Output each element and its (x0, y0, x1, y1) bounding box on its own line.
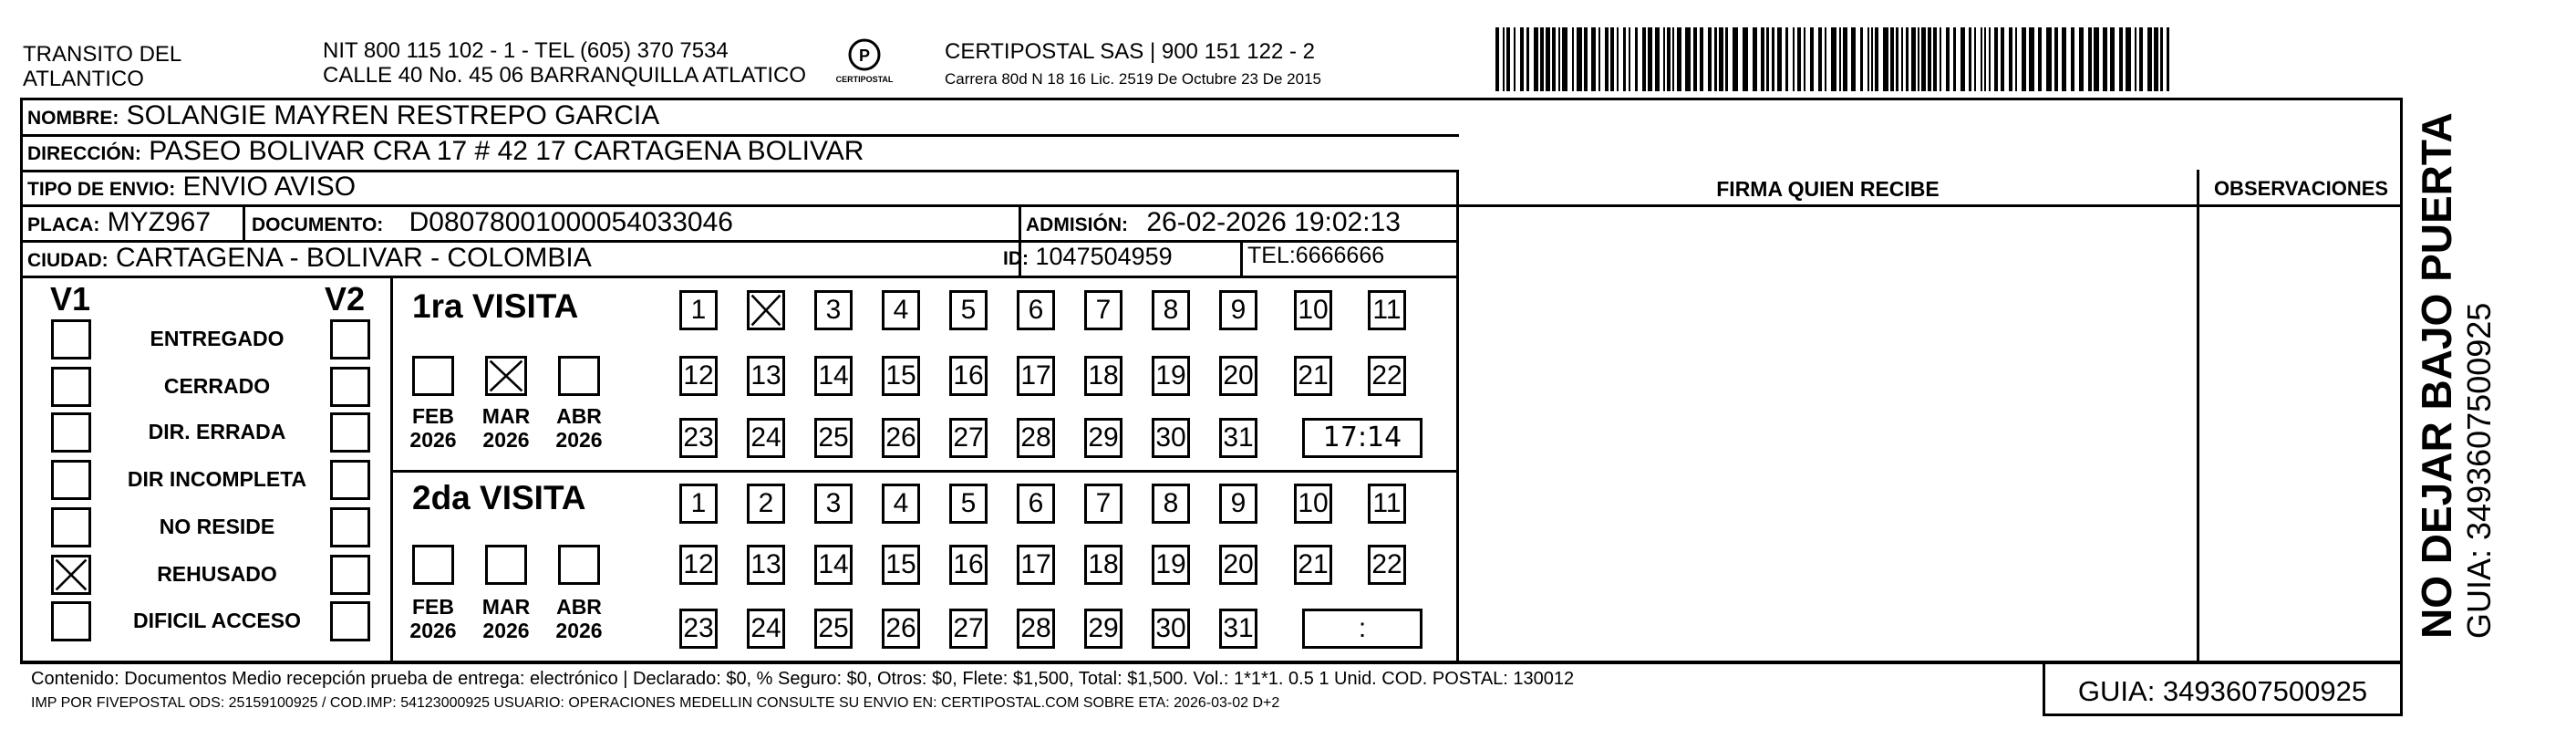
direccion-label: DIRECCIÓN: (27, 143, 141, 164)
month-name: FEB (412, 404, 454, 428)
status-label: DIFICIL ACCESO (132, 609, 301, 632)
month-checkbox-abr[interactable] (558, 356, 600, 396)
day-number: 25 (818, 422, 849, 453)
day-number: 10 (1298, 295, 1329, 325)
day-box[interactable] (1219, 290, 1257, 330)
day-box[interactable] (882, 609, 920, 649)
day-number: 26 (885, 613, 916, 643)
day-number: 30 (1155, 613, 1186, 643)
day-box[interactable] (679, 418, 718, 458)
day-number: 26 (885, 422, 916, 453)
day-box[interactable] (882, 418, 920, 458)
day-box[interactable] (1219, 418, 1257, 458)
day-box[interactable] (1294, 484, 1332, 524)
placa-value: MYZ967 (107, 207, 212, 237)
day-number: 28 (1020, 613, 1051, 643)
day-box[interactable] (1152, 418, 1190, 458)
day-number: 3 (825, 295, 842, 325)
documento-label: DOCUMENTO: (252, 214, 384, 235)
day-number: 17 (1020, 549, 1051, 579)
day-number: 29 (1088, 613, 1119, 643)
day-number: 25 (818, 613, 849, 643)
day-box[interactable] (882, 484, 920, 524)
day-number: 20 (1223, 549, 1254, 579)
org-name (23, 42, 181, 91)
day-box[interactable] (1017, 545, 1055, 585)
month-label (401, 404, 465, 452)
day-number: 24 (750, 613, 781, 643)
day-number: 1 (690, 488, 707, 518)
day-number: 28 (1020, 422, 1051, 453)
v1-header: V1 (50, 280, 91, 318)
month-checkbox-feb[interactable] (412, 356, 454, 396)
day-number: 19 (1155, 549, 1186, 579)
day-number: 31 (1223, 613, 1254, 643)
month-name: ABR (556, 595, 602, 619)
day-number: 15 (885, 360, 916, 391)
day-number: 7 (1095, 295, 1112, 325)
day-box[interactable] (1219, 356, 1257, 396)
day-number: 17 (1020, 360, 1051, 391)
observaciones-header: OBSERVACIONES (2213, 177, 2389, 200)
divider (243, 204, 245, 242)
month-name: MAR (481, 404, 531, 428)
day-box[interactable] (949, 609, 988, 649)
day-box[interactable] (679, 484, 718, 524)
day-number: 18 (1088, 549, 1119, 579)
month-year: 2026 (409, 619, 457, 642)
month-year: 2026 (409, 428, 457, 452)
status-label: CERRADO (163, 374, 271, 398)
status-label: NO RESIDE (159, 515, 275, 538)
svg-text:P: P (858, 47, 871, 65)
day-number: 12 (683, 360, 714, 391)
license-line: Carrera 80d N 18 16 Lic. 2519 De Octubre 23 De 2015 (945, 70, 1321, 88)
address-line: CALLE 40 No. 45 06 BARRANQUILLA ATLATICO (323, 63, 807, 88)
day-number: 31 (1223, 422, 1254, 453)
day-box[interactable] (1152, 484, 1190, 524)
admision-field (1026, 207, 1401, 238)
month-year: 2026 (555, 428, 603, 452)
footer-guia: GUIA: 3493607500925 (2077, 675, 2368, 707)
divider (2197, 170, 2199, 663)
day-number: 4 (893, 488, 909, 518)
day-number: 6 (1028, 488, 1044, 518)
divider (1240, 240, 1243, 277)
month-checkbox-abr[interactable] (558, 545, 600, 585)
day-number: 11 (1372, 488, 1402, 518)
day-box[interactable] (1368, 356, 1406, 396)
company-info (945, 38, 1321, 93)
day-number: 16 (953, 549, 984, 579)
day-number: 18 (1088, 360, 1119, 391)
tipo-envio-field (27, 172, 356, 203)
day-box[interactable] (747, 356, 785, 396)
day-box[interactable] (814, 418, 853, 458)
day-box[interactable] (679, 545, 718, 585)
day-box[interactable] (949, 290, 988, 330)
day-box[interactable] (1017, 484, 1055, 524)
day-box[interactable] (1368, 290, 1406, 330)
day-box[interactable] (1017, 290, 1055, 330)
ciudad-field (27, 243, 592, 274)
day-number: 11 (1372, 295, 1402, 325)
day-number: 8 (1163, 295, 1179, 325)
day-number: 14 (818, 549, 849, 579)
day-box[interactable] (949, 545, 988, 585)
direccion-value: PASEO BOLIVAR CRA 17 # 42 17 CARTAGENA BOLIVAR (149, 136, 864, 166)
month-checkbox-feb[interactable] (412, 545, 454, 585)
month-label (474, 595, 538, 642)
month-year: 2026 (482, 619, 530, 642)
day-box[interactable] (1294, 356, 1332, 396)
day-box[interactable] (882, 290, 920, 330)
v2-checkbox[interactable] (330, 367, 370, 407)
tel-label: TEL: (1247, 243, 1296, 268)
day-number: 6 (1028, 295, 1044, 325)
day-number: 3 (825, 488, 842, 518)
v2-checkbox[interactable] (330, 601, 370, 641)
v2-checkbox[interactable] (330, 412, 370, 453)
barcode (1495, 27, 2175, 91)
day-box[interactable] (1368, 484, 1406, 524)
day-number: 10 (1298, 488, 1329, 518)
day-number: 21 (1298, 549, 1329, 579)
ciudad-label: CIUDAD: (27, 250, 109, 271)
day-box[interactable] (949, 418, 988, 458)
day-number: 23 (683, 613, 714, 643)
day-number: 5 (960, 295, 977, 325)
ciudad-value: CARTAGENA - BOLIVAR - COLOMBIA (116, 243, 592, 273)
month-label (401, 595, 465, 642)
day-number: 12 (683, 549, 714, 579)
v2-checkbox[interactable] (330, 460, 370, 500)
day-box[interactable] (747, 484, 785, 524)
visit2-title: 2da VISITA (412, 479, 586, 516)
nombre-field (27, 100, 659, 131)
status-label: ENTREGADO (150, 327, 284, 350)
day-box[interactable] (949, 484, 988, 524)
day-box[interactable] (679, 290, 718, 330)
day-number: 9 (1230, 295, 1247, 325)
placa-field (27, 207, 211, 238)
month-year: 2026 (555, 619, 603, 642)
day-box[interactable] (1084, 484, 1122, 524)
day-box[interactable] (1084, 609, 1122, 649)
day-box[interactable] (1294, 545, 1332, 585)
day-box[interactable] (814, 356, 853, 396)
day-box[interactable] (1017, 356, 1055, 396)
visit1-time: 17:14 (1322, 422, 1402, 453)
side-text (2412, 73, 2521, 639)
day-box[interactable] (679, 609, 718, 649)
day-box[interactable] (1152, 356, 1190, 396)
admision-label: ADMISIÓN: (1026, 214, 1128, 235)
day-box[interactable] (1152, 290, 1190, 330)
day-box[interactable] (1219, 545, 1257, 585)
day-number: 13 (750, 549, 781, 579)
day-box[interactable] (1017, 609, 1055, 649)
day-number: 16 (953, 360, 984, 391)
direccion-field (27, 136, 864, 167)
tipo-envio-value: ENVIO AVISO (182, 172, 357, 202)
day-box[interactable] (747, 418, 785, 458)
certipostal-logo (828, 35, 901, 89)
day-number: 27 (953, 613, 984, 643)
day-number: 2 (758, 488, 774, 518)
v2-checkbox[interactable] (330, 555, 370, 595)
day-box[interactable] (747, 545, 785, 585)
day-box[interactable] (747, 609, 785, 649)
visit2-time: : (1358, 613, 1367, 643)
day-number: 4 (893, 295, 909, 325)
nombre-value: SOLANGIE MAYREN RESTREPO GARCIA (126, 100, 660, 130)
day-box[interactable] (747, 290, 785, 330)
status-label: DIR INCOMPLETA (127, 467, 307, 491)
day-box[interactable] (1368, 545, 1406, 585)
day-number: 21 (1298, 360, 1329, 391)
day-box[interactable] (882, 356, 920, 396)
day-box[interactable] (882, 545, 920, 585)
day-box[interactable] (814, 290, 853, 330)
logo-text: CERTIPOSTAL (835, 75, 894, 84)
day-box[interactable] (1152, 609, 1190, 649)
tel-value: 6666666 (1295, 243, 1385, 268)
day-number: 1 (690, 295, 707, 325)
day-number: 22 (1371, 549, 1402, 579)
day-number: 15 (885, 549, 916, 579)
day-number: 13 (750, 360, 781, 391)
nit-line: NIT 800 115 102 - 1 - TEL (605) 370 7534 (323, 38, 729, 63)
nombre-label: NOMBRE: (27, 108, 119, 129)
day-number: 7 (1095, 488, 1112, 518)
visit1-title: 1ra VISITA (412, 287, 579, 325)
month-year: 2026 (482, 428, 530, 452)
documento-value: D08078001000054033046 (409, 207, 733, 237)
v2-checkbox[interactable] (330, 319, 370, 359)
day-box[interactable] (679, 356, 718, 396)
admision-value: 26-02-2026 19:02:13 (1146, 207, 1401, 237)
footer-imp: IMP POR FIVEPOSTAL ODS: 25159100925 / COD.IMP: 54123000925 USUARIO: OPERACIONES MEDELLIN CONSULTE SU ENVIO EN: CERTIPOSTAL.COM SOBRE ETA: 2026-03-02 D+2 (31, 695, 1280, 711)
divider (390, 470, 1458, 473)
day-box[interactable] (1219, 484, 1257, 524)
visit1-time-box[interactable] (1302, 418, 1422, 458)
day-box[interactable] (1294, 290, 1332, 330)
month-label (547, 595, 611, 642)
day-box[interactable] (1017, 418, 1055, 458)
side-warning: NO DEJAR BAJO PUERTA (2413, 112, 2460, 639)
day-number: 5 (960, 488, 977, 518)
day-number: 30 (1155, 422, 1186, 453)
v2-header: V2 (325, 280, 366, 318)
day-number: 24 (750, 422, 781, 453)
divider (20, 276, 1459, 278)
day-box[interactable] (1219, 609, 1257, 649)
org-contact (323, 38, 806, 88)
month-checkbox-mar[interactable] (485, 356, 527, 396)
day-number: 29 (1088, 422, 1119, 453)
visit2-time-box[interactable] (1302, 609, 1422, 649)
footer-contenido: Contenido: Documentos Medio recepción prueba de entrega: electrónico | Declarado: $0, % Seguro: $0, Otros: $0, Flete: $1,500, Total: $1,500. Vol.: 1*1*1. 0.5 1 Unid. COD. POSTAL: 130012 (31, 669, 1575, 689)
divider (1456, 170, 1459, 663)
day-number: 20 (1223, 360, 1254, 391)
id-label: ID: (1003, 248, 1029, 269)
day-box[interactable] (1084, 290, 1122, 330)
month-label (474, 404, 538, 452)
status-label: DIR. ERRADA (148, 420, 286, 443)
day-box[interactable] (1084, 418, 1122, 458)
month-checkbox-mar[interactable] (485, 545, 527, 585)
firma-header: FIRMA QUIEN RECIBE (1716, 177, 1940, 201)
placa-label: PLACA: (27, 214, 100, 235)
tipo-envio-label: TIPO DE ENVIO: (27, 179, 176, 200)
day-box[interactable] (1084, 545, 1122, 585)
day-number: 14 (818, 360, 849, 391)
id-value: 1047504959 (1035, 243, 1173, 270)
tel-field (1247, 243, 1384, 269)
status-label: REHUSADO (157, 562, 277, 586)
day-number: 19 (1155, 360, 1186, 391)
side-guia: GUIA: 3493607500925 (2460, 302, 2498, 639)
v2-checkbox[interactable] (330, 507, 370, 547)
day-box[interactable] (1152, 545, 1190, 585)
documento-field (252, 207, 733, 238)
day-box[interactable] (949, 356, 988, 396)
day-number: 22 (1371, 360, 1402, 391)
day-box[interactable] (814, 545, 853, 585)
month-name: ABR (556, 404, 602, 428)
day-number: 9 (1230, 488, 1247, 518)
day-number: 8 (1163, 488, 1179, 518)
org-name-line1: TRANSITO DEL (23, 42, 182, 67)
day-box[interactable] (814, 484, 853, 524)
day-number: 23 (683, 422, 714, 453)
month-name: MAR (481, 595, 531, 619)
month-label (547, 404, 611, 452)
day-box[interactable] (814, 609, 853, 649)
company-line: CERTIPOSTAL SAS | 900 151 122 - 2 (945, 39, 1315, 64)
month-name: FEB (412, 595, 454, 619)
day-number: 27 (953, 422, 984, 453)
id-field (1003, 243, 1173, 271)
org-name-line2: ATLANTICO (23, 67, 144, 91)
day-box[interactable] (1084, 356, 1122, 396)
